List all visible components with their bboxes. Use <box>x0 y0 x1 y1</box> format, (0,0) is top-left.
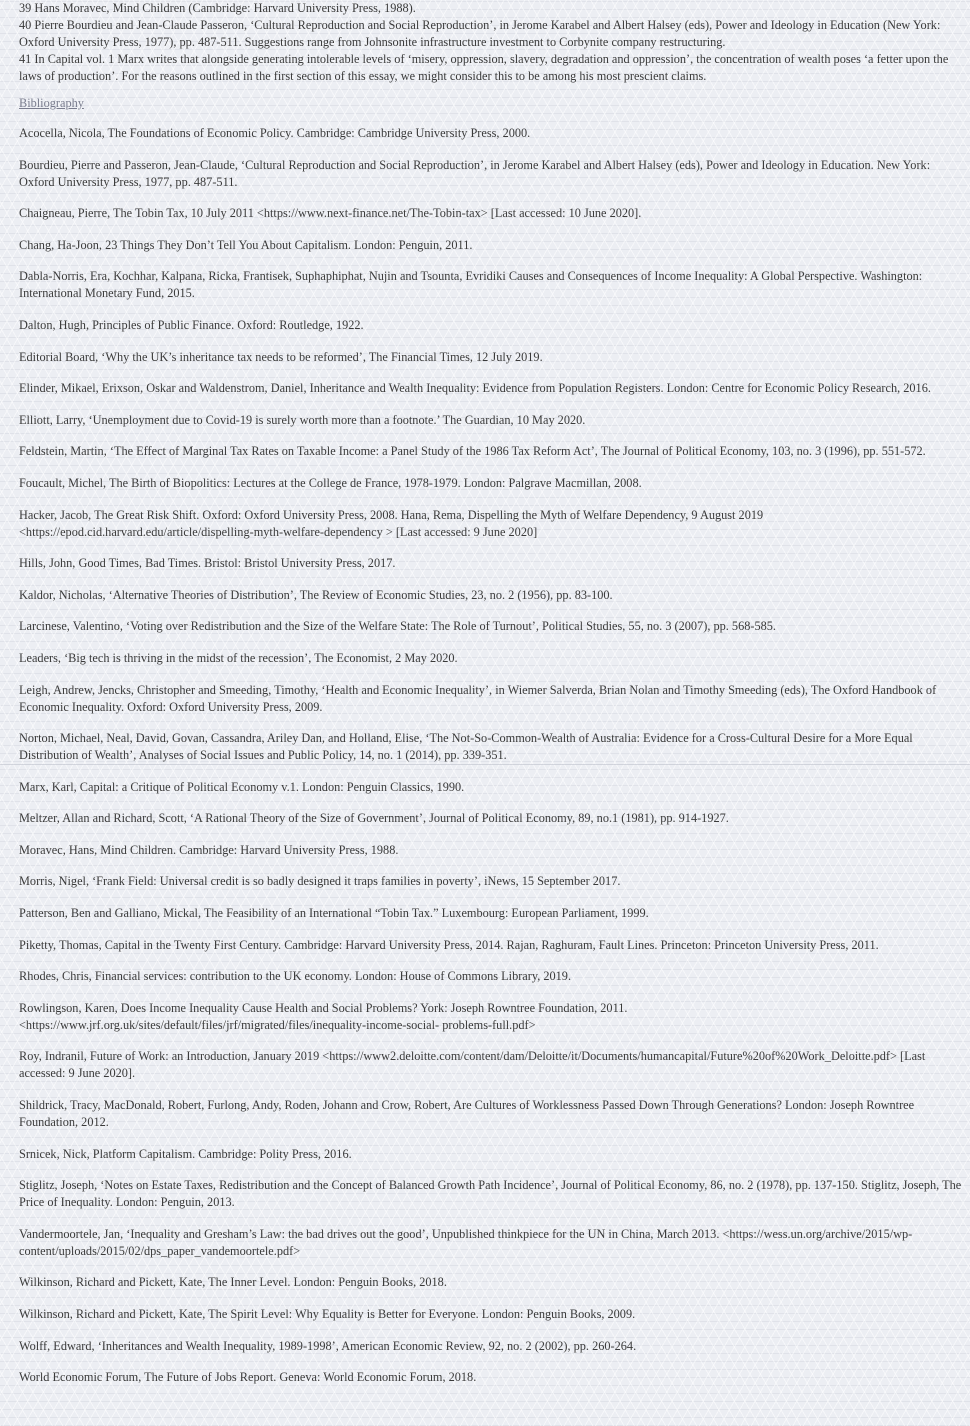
bibliography-entry: Piketty, Thomas, Capital in the Twenty First Century. Cambridge: Harvard University Press, 2014. Rajan, Raghuram, Fault Lines. Princeton: Princeton University Press, 2011. <box>19 937 879 952</box>
bibliography-entry: Elinder, Mikael, Erixson, Oskar and Waldenstrom, Daniel, Inheritance and Wealth Inequality: Evidence from Population Registers. London: Centre for Economic Policy Research, 2016. <box>19 381 931 396</box>
document-page <box>19 0 963 1386</box>
bibliography-entry: Norton, Michael, Neal, David, Govan, Cassandra, Ariley Dan, and Holland, Elise, ‘The Not-So-Common-Wealth of Australia: Evidence for a Cross-Cultural Desire for a More Equal Distribution of Wealth’, Analyses of Social Issues and Public Policy, 14, no. 1 (2014), pp. 339-351. <box>19 731 913 763</box>
bibliography-entry: Dalton, Hugh, Principles of Public Finance. Oxford: Routledge, 1922. <box>19 317 364 332</box>
bibliography-section <box>19 85 963 1386</box>
bibliography-list <box>19 125 963 1386</box>
bibliography-entry: Dabla-Norris, Era, Kochhar, Kalpana, Ricka, Frantisek, Suphaphiphat, Nujin and Tsounta, Evridiki Causes and Consequences of Income Inequality: A Global Perspective. Washington: International Monetary Fund, 2015. <box>19 269 923 301</box>
bibliography-entry: Leigh, Andrew, Jencks, Christopher and Smeeding, Timothy, ‘Health and Economic Inequality’, in Wiemer Salverda, Brian Nolan and Timothy Smeeding (eds), The Oxford Handbook of Economic Inequality. Oxford: Oxford University Press, 2009. <box>19 682 937 714</box>
bibliography-entry: Hills, John, Good Times, Bad Times. Bristol: Bristol University Press, 2017. <box>19 556 396 571</box>
bibliography-entry: Roy, Indranil, Future of Work: an Introduction, January 2019 <https://www2.deloitte.com/content/dam/Deloitte/it/Documents/humancapital/Future%20of%20Work_Deloitte.pdf> [Last accessed: 9 June 2020]. <box>19 1049 926 1081</box>
bibliography-entry: Wilkinson, Richard and Pickett, Kate, The Spirit Level: Why Equality is Better for Everyone. London: Penguin Books, 2009. <box>19 1307 636 1321</box>
bibliography-entry: Rowlingson, Karen, Does Income Inequality Cause Health and Social Problems? York: Joseph Rowntree Foundation, 2011. <https://www.jrf.org.uk/sites/default/files/jrf/migrated/files/inequality-income-social- problems-full.pdf> <box>19 1000 628 1032</box>
bibliography-entry: Foucault, Michel, The Birth of Biopolitics: Lectures at the College de France, 1978-1979. London: Palgrave Macmillan, 2008. <box>19 475 642 490</box>
bibliography-entry: Chang, Ha-Joon, 23 Things They Don’t Tell You About Capitalism. London: Penguin, 2011. <box>19 237 473 252</box>
bibliography-entry: Hacker, Jacob, The Great Risk Shift. Oxford: Oxford University Press, 2008. Hana, Rema, Dispelling the Myth of Welfare Dependency, 9 August 2019 <https://epod.cid.harvard.edu/article/dispelling-myth-welfare-dependency > [Last accessed: 9 June 2020] <box>19 507 764 539</box>
bibliography-entry: Larcinese, Valentino, ‘Voting over Redistribution and the Size of the Welfare State: The Role of Turnout’, Political Studies, 55, no. 3 (2007), pp. 568-585. <box>19 619 776 634</box>
bibliography-entry: Morris, Nigel, ‘Frank Field: Universal credit is so badly designed it traps families in poverty’, iNews, 15 September 2017. <box>19 874 621 889</box>
bibliography-entry: Bourdieu, Pierre and Passeron, Jean-Claude, ‘Cultural Reproduction and Social Reproduction’, in Jerome Karabel and Albert Halsey (eds), Power and Ideology in Education. New York: Oxford University Press, 1977, pp. 487-511. <box>19 157 931 189</box>
bibliography-entry: Leaders, ‘Big tech is thriving in the midst of the recession’, The Economist, 2 May 2020. <box>19 650 458 665</box>
bibliography-entry: Rhodes, Chris, Financial services: contribution to the UK economy. London: House of Commons Library, 2019. <box>19 969 572 984</box>
bibliography-entry: Chaigneau, Pierre, The Tobin Tax, 10 July 2011 <https://www.next-finance.net/The-Tobin-tax> [Last accessed: 10 June 2020]. <box>19 206 642 221</box>
bibliography-entry: Marx, Karl, Capital: a Critique of Political Economy v.1. London: Penguin Classics, 1990. <box>19 779 465 794</box>
bibliography-entry: Editorial Board, ‘Why the UK’s inheritance tax needs to be reformed’, The Financial Times, 12 July 2019. <box>19 349 543 364</box>
bibliography-entry: Moravec, Hans, Mind Children. Cambridge: Harvard University Press, 1988. <box>19 842 399 857</box>
bibliography-entry: Elliott, Larry, ‘Unemployment due to Covid-19 is surely worth more than a footnote.’ The Guardian, 10 May 2020. <box>19 412 586 427</box>
bibliography-heading: Bibliography <box>19 96 84 110</box>
bibliography-entry: Meltzer, Allan and Richard, Scott, ‘A Rational Theory of the Size of Government’, Journal of Political Economy, 89, no.1 (1981), pp. 914-1927. <box>19 811 729 826</box>
bibliography-entry: Wolff, Edward, ‘Inheritances and Wealth Inequality, 1989-1998’, American Economic Review, 92, no. 2 (2002), pp. 260-264. <box>19 1338 637 1353</box>
bibliography-entry: Shildrick, Tracy, MacDonald, Robert, Furlong, Andy, Roden, Johann and Crow, Robert, Are Cultures of Worklessness Passed Down Through Generations? London: Joseph Rowntree Foundation, 2012. <box>19 1098 915 1130</box>
bibliography-entry: World Economic Forum, The Future of Jobs Report. Geneva: World Economic Forum, 2018. <box>19 1370 477 1385</box>
footnote-39: 39 Hans Moravec, Mind Children (Cambridge: Harvard University Press, 1988). <box>19 1 416 15</box>
bibliography-entry: Patterson, Ben and Galliano, Mickal, The Feasibility of an International “Tobin Tax.” Luxembourg: European Parliament, 1999. <box>19 906 649 921</box>
bibliography-entry: Acocella, Nicola, The Foundations of Economic Policy. Cambridge: Cambridge University Press, 2000. <box>19 126 531 140</box>
bibliography-entry: Srnicek, Nick, Platform Capitalism. Cambridge: Polity Press, 2016. <box>19 1146 352 1161</box>
footnote-40: 40 Pierre Bourdieu and Jean-Claude Passeron, ‘Cultural Reproduction and Social Reproduction’, in Jerome Karabel and Albert Halsey (eds), Power and Ideology in Education (New York: Oxford University Press, 1977), pp. 487-511. Suggestions range from Johnsonite infrastructure investment to Corbynite company restructuring. <box>19 18 941 49</box>
bibliography-entry: Feldstein, Martin, ‘The Effect of Marginal Tax Rates on Taxable Income: a Panel Study of the 1986 Tax Reform Act’, The Journal of Political Economy, 103, no. 3 (1996), pp. 551-572. <box>19 444 926 459</box>
bibliography-entry: Wilkinson, Richard and Pickett, Kate, The Inner Level. London: Penguin Books, 2018. <box>19 1275 447 1290</box>
bibliography-entry: Vandermoortele, Jan, ‘Inequality and Gresham’s Law: the bad drives out the good’, Unpublished thinkpiece for the UN in China, March 2013. <https://wess.un.org/archive/2015/wp- content/uploads/2015/02/dps_paper_vandemoortele.pdf> <box>19 1226 913 1258</box>
bibliography-entry: Stiglitz, Joseph, ‘Notes on Estate Taxes, Redistribution and the Concept of Balanced Growth Path Incidence’, Journal of Political Economy, 86, no. 2 (1978), pp. 137-150. Stiglitz, Joseph, The Price of Inequality. London: Penguin, 2013. <box>19 1178 962 1210</box>
bibliography-entry: Kaldor, Nicholas, ‘Alternative Theories of Distribution’, The Review of Economic Studies, 23, no. 2 (1956), pp. 83-100. <box>19 587 613 602</box>
footnote-41: 41 In Capital vol. 1 Marx writes that alongside generating intolerable levels of ‘misery, oppression, slavery, degradation and oppression’, the concentration of wealth poses ‘a fetter upon the laws of production’. For the reasons outlined in the first section of this essay, we might consider this to be among his most prescient claims. <box>19 52 949 83</box>
footnotes <box>19 0 963 85</box>
